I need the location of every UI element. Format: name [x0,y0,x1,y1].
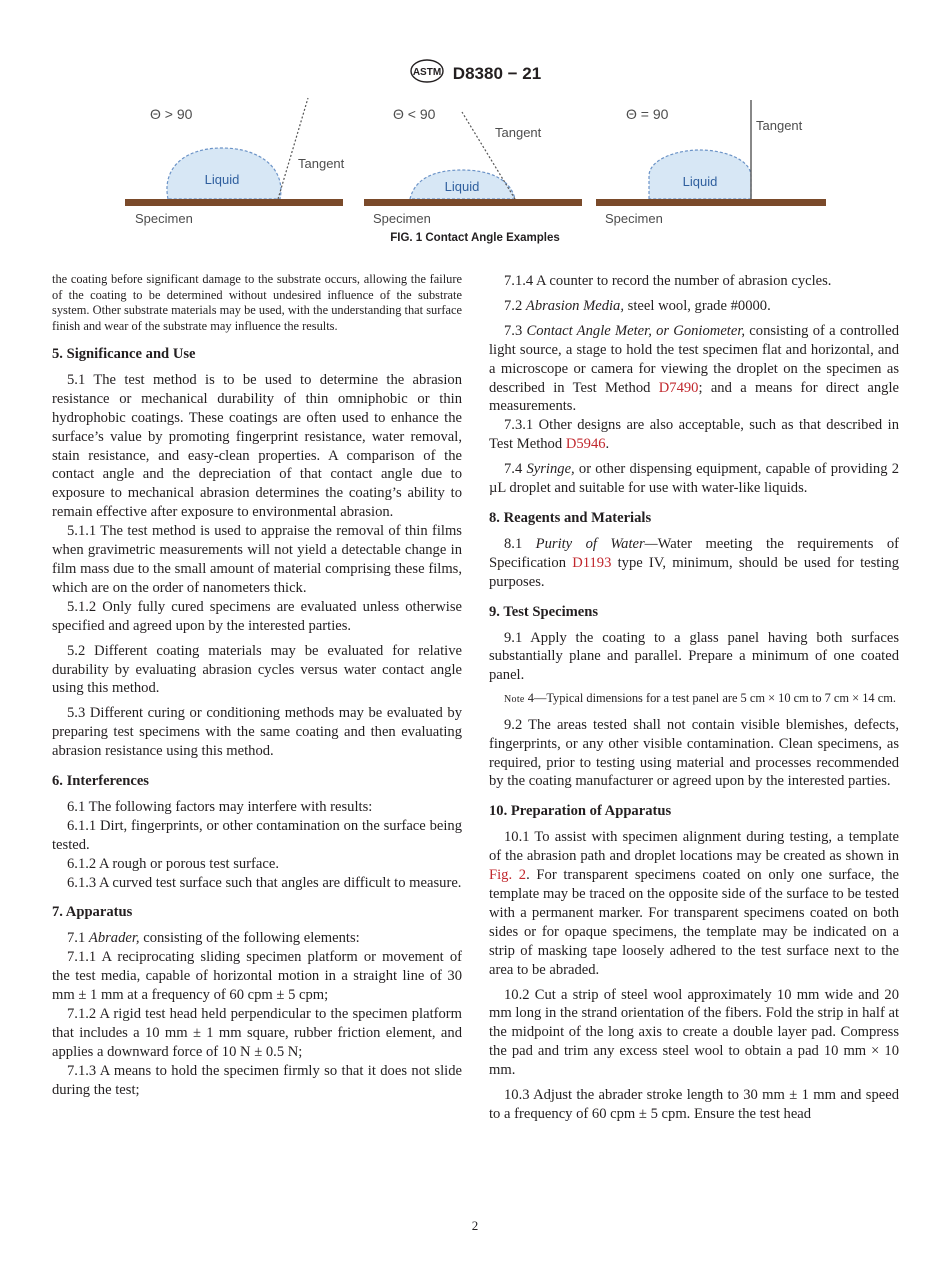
paragraph: 7.1.3 A means to hold the specimen firmly so that it does not slide during the test; [52,1062,462,1098]
reference-link-d5946[interactable]: D5946 [565,436,606,453]
liquid-label: Liquid [204,172,240,187]
term: Contact Angle Meter, or Goniometer, [526,322,746,339]
panel-obtuse [125,98,345,226]
reference-link-fig-2[interactable]: Fig. 2 [489,867,527,884]
section-heading: 5. Significance and Use [52,346,196,362]
term: Abrasion Media, [525,297,625,314]
paragraph: the coating before significant damage to the substrate occurs, allowing the failure of the coating to be determined without undesired influence of the substrate system. Other substrate materials may be used, with the understanding that surface finish and wear of the substrate may influence the results. [52,272,462,333]
paragraph-text: ; and a means for direct angle measurements. [489,379,899,415]
designation: D8380 − 21 [452,63,542,83]
paragraph-text: Water meeting the requirements of Specification [489,535,899,571]
substrate-bar [125,199,343,206]
paragraph [489,416,899,454]
angle-label: Θ < 90 [393,106,436,122]
specimen-label: Specimen [373,211,431,226]
panel-acute [364,106,582,226]
section-heading: 6. Interferences [52,773,149,790]
paragraph: 5.1.2 Only fully cured specimens are evaluated unless otherwise specified and agreed upon by the interested parties. [52,598,462,634]
paragraph [489,322,899,417]
substrate-bar [364,199,582,206]
liquid-label: Liquid [682,174,718,189]
paragraph [489,535,899,592]
tangent-label: Tangent [756,118,803,133]
paragraph-number: 8.1 [504,535,523,552]
paragraph-text: . [605,436,610,453]
paragraph: 10.2 Cut a strip of steel wool approximately 10 mm wide and 20 mm long in the strand orientation of the fibers. Fold the strip in half at the midpoint of the long axis to create a double layer pad. Compress the pad and trim any excess steel wool to obtain a pad 10 mm × 10 mm. [489,986,899,1079]
paragraph: 5.1 The test method is to be used to determine the abrasion resistance or mechanical durability of thin omniphobic or thin hydrophobic coatings. These coatings are often used to enhance the surface’s value by promoting fingerprint resistance, water removal, stain resistance, and easy-clean properties. A comparison of the contact angle and the depreciation of that contact angle due to exposure to mechanical abrasion determines the coating’s ability to remain effective after exposure to environmental abrasion. [52,371,462,521]
paragraph-text: type IV, minimum, should be used for testing purposes. [489,554,899,590]
page-number: 2 [471,1218,479,1233]
note-label: Note [504,694,525,706]
paragraph [52,929,462,948]
paragraph-text: 10.1 To assist with specimen alignment during testing, a template of the abrasion path and droplet locations may be created as shown in [489,829,899,865]
paragraph [489,297,899,316]
reference-link-d1193[interactable]: D1193 [572,554,612,571]
paragraph: 9.1 Apply the coating to a glass panel having both surfaces substantially plane and parallel. Prepare a minimum of one coated panel. [489,629,899,684]
figure-caption: FIG. 1 Contact Angle Examples [390,232,560,244]
left-column [52,272,462,1100]
section-heading: 8. Reagents and Materials [489,509,652,526]
paragraph: 7.1.1 A reciprocating sliding specimen platform or movement of the test media, capable of horizontal motion in a straight line of 30 mm ± 1 mm at a frequency of 60 cpm ± 5 cpm; [52,949,462,1004]
specimen-label: Specimen [135,211,193,226]
section-heading: 9. Test Specimens [489,603,599,620]
paragraph-number: 7.1 [67,930,86,947]
paragraph-number: 7.3 [504,322,523,339]
paragraph: 5.2 Different coating materials may be evaluated for relative durability by evaluating abrasion cycles versus water contact angle using this method. [52,642,462,697]
term: Syringe, [526,461,575,478]
paragraph-text: steel wool, grade #0000. [627,297,771,314]
note [489,691,899,708]
paragraph: 6.1.1 Dirt, fingerprints, or other contamination on the surface being tested. [52,817,462,853]
note-text: 4—Typical dimensions for a test panel are 5 cm × 10 cm to 7 cm × 14 cm. [527,691,896,706]
paragraph: 9.2 The areas tested shall not contain visible blemishes, defects, fingerprints, or any other visible contamination. Clean specimens, as required, prior to testing using material and processes recommended by the coating manufacturer or agreed upon by the interested parties. [489,716,899,790]
figure-contact-angle [110,90,840,250]
liquid-label: Liquid [444,179,480,194]
paragraph-number: 7.4 [504,461,523,478]
angle-label: Θ = 90 [626,106,669,122]
paragraph-text: or other dispensing equipment, capable of providing 2 µL droplet and suitable for use with water-like liquids. [489,461,899,497]
paragraph: 6.1.3 A curved test surface such that angles are difficult to measure. [67,874,462,891]
paragraph-text: consisting of a controlled light source, a stage to hold the test specimen flat and horizontal, and a microscope or camera for viewing the droplet on the specimen as described in Test Method [489,322,900,396]
tangent-label: Tangent [495,125,542,140]
paragraph [489,460,899,498]
paragraph-text: . For transparent specimens coated on only one surface, the template may be traced on the opposite side of the surface to be tested with a permanent marker. For transparent specimens coated on both sides or for opaque specimens, the template may be indicated on a strip of masking tape loosely adhered to the test surface next to the area to be abraded. [489,867,899,978]
paragraph: 5.3 Different curing or conditioning methods may be evaluated by preparing test specimens with the same coating and then evaluating abrasion resistance using this method. [52,705,462,760]
substrate-bar [596,199,826,206]
specimen-label: Specimen [605,211,663,226]
paragraph: 7.1.2 A rigid test head held perpendicular to the specimen platform that includes a 10 mm ± 1 mm square, rubber friction element, and applies a downward force of 10 N ± 0.5 N; [52,1006,462,1060]
panel-right-angle [596,100,826,226]
section-heading: 7. Apparatus [52,904,133,921]
paragraph [489,828,899,979]
section-heading: 10. Preparation of Apparatus [489,803,672,820]
paragraph: 5.1.1 The test method is used to appraise the removal of thin films when gravimetric measurements will not yield a detectable change in film mass due to the small amount of material comprising these films, which are on the order of nanometers thick. [52,523,462,596]
paragraph-number: 7.2 [504,297,523,314]
term: Purity of Water— [535,535,658,552]
term: Abrader, [88,930,140,947]
angle-label: Θ > 90 [150,106,193,122]
tangent-label: Tangent [298,156,345,171]
svg-text:ASTM: ASTM [412,67,441,78]
tangent-line [278,98,308,199]
right-column [489,272,899,1130]
page-header [0,58,950,89]
paragraph: 7.1.4 A counter to record the number of abrasion cycles. [504,273,832,289]
reference-link-d7490[interactable]: D7490 [658,379,699,396]
astm-logo-icon [409,58,445,89]
paragraph: 10.3 Adjust the abrader stroke length to 30 mm ± 1 mm and speed to a frequency of 60 cpm ± 5 cpm. Ensure the test head [489,1087,899,1122]
paragraph-text: 7.3.1 Other designs are also acceptable, such as that described in Test Method [489,417,899,453]
paragraph-text: consisting of the following elements: [143,930,360,947]
paragraph: 6.1 The following factors may interfere with results: [67,798,373,815]
paragraph: 6.1.2 A rough or porous test surface. [67,855,279,872]
